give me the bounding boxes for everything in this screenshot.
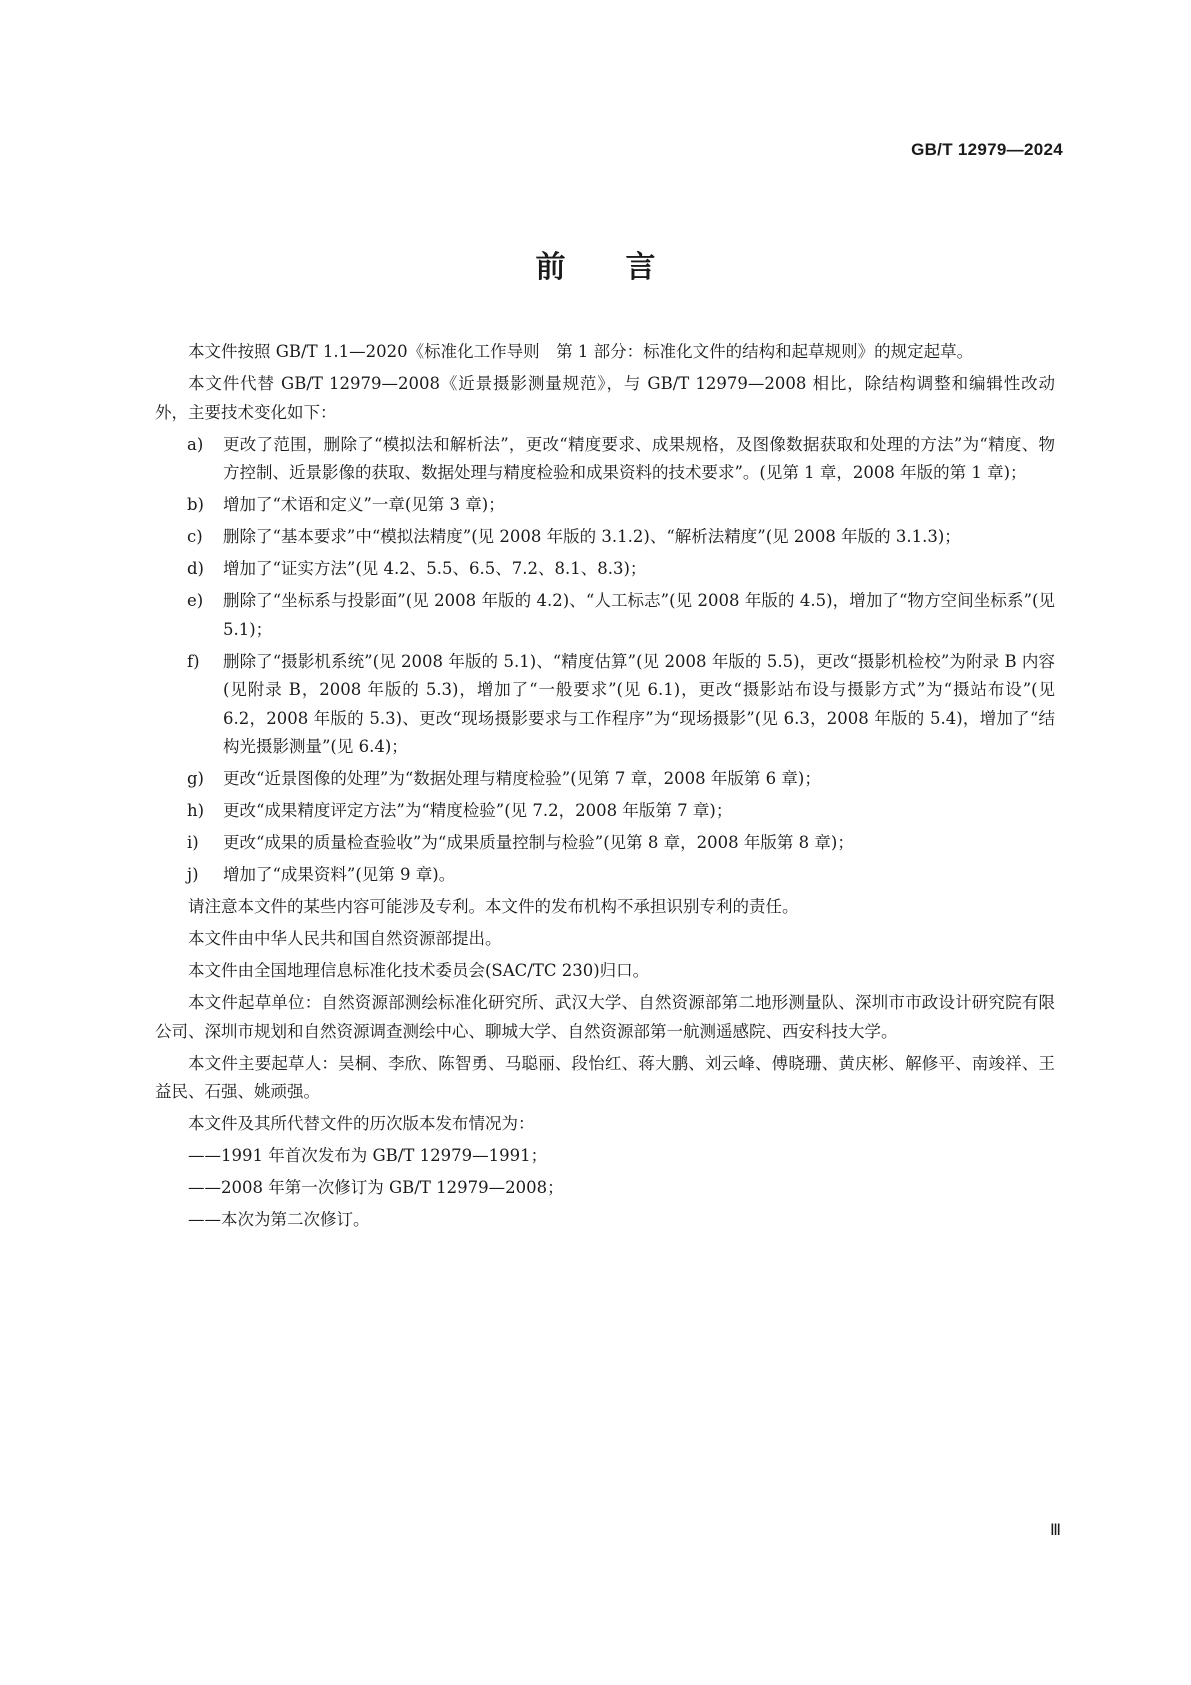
change-item-label: i) bbox=[187, 833, 199, 852]
change-item bbox=[155, 861, 1055, 890]
change-item-label: g) bbox=[187, 769, 204, 788]
change-item bbox=[155, 431, 1055, 488]
page-number: Ⅲ bbox=[1049, 1522, 1061, 1539]
standard-code: GB/T 12979—2024 bbox=[911, 140, 1063, 159]
change-item-text: 增加了“成果资料”(见第 9 章)。 bbox=[223, 865, 456, 884]
change-item bbox=[155, 648, 1055, 762]
paragraph-history-intro: 本文件及其所代替文件的历次版本发布情况为： bbox=[188, 1114, 535, 1133]
change-item bbox=[155, 587, 1055, 644]
change-item bbox=[155, 829, 1055, 858]
paragraph-proposer: 本文件由中华人民共和国自然资源部提出。 bbox=[188, 929, 502, 948]
change-item-text: 更改“成果精度评定方法”为“精度检验”(见 7.2，2008 年版第 7 章)； bbox=[223, 801, 733, 820]
change-item-text: 增加了“证实方法”(见 4.2、5.5、6.5、7.2、8.1、8.3)； bbox=[223, 559, 647, 578]
change-item-label: f) bbox=[187, 651, 200, 671]
change-item-text: 删除了“摄影机系统”(见 2008 年版的 5.1)、“精度估算”(见 2008 年版的 5.5)，更改“摄影机检校”为附录 B 内容(见附录 B，2008 年版的 5.3)，增加了“一般要求”(见 6.1)，更改“摄影站布设与摄影方式”为“摄站布设”(见 6.2，2008 年版的 5.3)、更改“现场摄影要求与工作程序”为“现场摄影”(见 6.3，2008 年版的 5.4)，增加了“结构光摄影测量”(见 6.4)； bbox=[223, 651, 1055, 756]
change-item-label: h) bbox=[187, 801, 205, 820]
change-item bbox=[155, 797, 1055, 826]
paragraph-drafting-rules: 本文件按照 GB/T 1.1—2020《标准化工作导则 第 1 部分：标准化文件的结构和起草规则》的规定起草。 bbox=[188, 342, 974, 361]
paragraph-patent-notice: 请注意本文件的某些内容可能涉及专利。本文件的发布机构不承担识别专利的责任。 bbox=[188, 897, 799, 916]
change-item-text: 更改“成果的质量检查验收”为“成果质量控制与检验”(见第 8 章，2008 年版第 8 章)； bbox=[223, 833, 854, 852]
history-item: ——1991 年首次发布为 GB/T 12979—1991； bbox=[188, 1146, 548, 1165]
change-item bbox=[155, 491, 1055, 520]
change-item-text: 增加了“术语和定义”一章(见第 3 章)； bbox=[223, 495, 505, 514]
history-item: ——2008 年第一次修订为 GB/T 12979—2008； bbox=[188, 1178, 564, 1197]
change-item-label: a) bbox=[187, 434, 204, 454]
change-item-text: 更改了范围，删除了“模拟法和解析法”，更改“精度要求、成果规格，及图像数据获取和处理的方法”为“精度、物方控制、近景影像的获取、数据处理与精度检验和成果资料的技术要求”。(见第 1 章，2008 年版的第 1 章)； bbox=[223, 434, 1055, 482]
change-item-text: 更改“近景图像的处理”为“数据处理与精度检验”(见第 7 章，2008 年版第 6 章)； bbox=[223, 769, 821, 788]
paragraph-committee: 本文件由全国地理信息标准化技术委员会(SAC/TC 230)归口。 bbox=[188, 961, 650, 980]
change-item-label: d) bbox=[187, 559, 204, 578]
change-item bbox=[155, 765, 1055, 794]
paragraph-drafting-units: 本文件起草单位：自然资源部测绘标准化研究所、武汉大学、自然资源部第二地形测量队、深圳市市政设计研究院有限公司、深圳市规划和自然资源调查测绘中心、聊城大学、自然资源部第一航测遥感院、西安科技大学。 bbox=[155, 993, 1055, 1041]
change-item-label: c) bbox=[187, 527, 203, 546]
history-item: ——本次为第二次修订。 bbox=[188, 1210, 370, 1229]
change-item bbox=[155, 555, 1055, 584]
change-item-text: 删除了“基本要求”中“模拟法精度”(见 2008 年版的 3.1.2)、“解析法精度”(见 2008 年版的 3.1.3)； bbox=[223, 527, 961, 546]
change-item-label: j) bbox=[187, 865, 199, 884]
paragraph-drafters: 本文件主要起草人：吴桐、李欣、陈智勇、马聪丽、段怡红、蒋大鹏、刘云峰、傅晓珊、黄庆彬、解修平、南竣祥、王益民、石强、姚顽强。 bbox=[155, 1053, 1055, 1101]
paragraph-replacement: 本文件代替 GB/T 12979—2008《近景摄影测量规范》，与 GB/T 12979—2008 相比，除结构调整和编辑性改动外，主要技术变化如下： bbox=[155, 374, 1055, 422]
change-item bbox=[155, 523, 1055, 552]
change-item-label: e) bbox=[187, 591, 204, 610]
foreword-body bbox=[155, 338, 1055, 1238]
page-title: 前言 bbox=[535, 250, 716, 285]
change-item-text: 删除了“坐标系与投影面”(见 2008 年版的 4.2)、“人工标志”(见 2008 年版的 4.5)，增加了“物方空间坐标系”(见 5.1)； bbox=[223, 591, 1055, 639]
change-item-label: b) bbox=[187, 495, 204, 514]
